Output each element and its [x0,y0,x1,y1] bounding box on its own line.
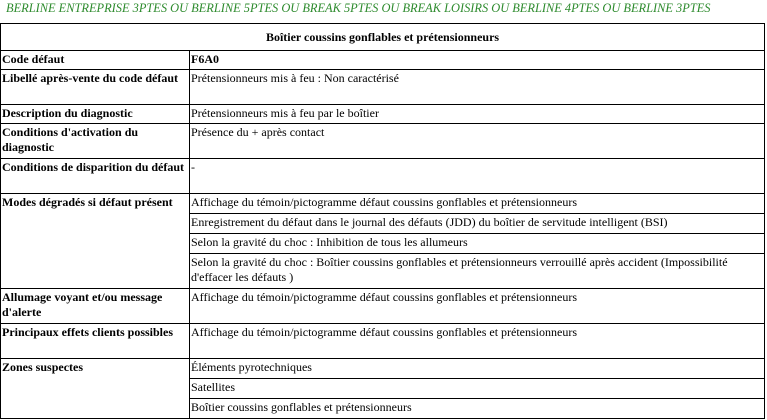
row-label-effets: Principaux effets clients possibles [1,324,190,359]
row-label-disparition: Conditions de disparition du défaut [1,159,190,194]
zones-value-2: Satellites [190,379,765,399]
effets-value: Affichage du témoin/pictogramme défaut coussins gonflables et prétensionneurs [190,324,765,359]
row-label-zones: Zones suspectes [1,359,190,419]
modes-value-2: Enregistrement du défaut dans le journal des défauts (JDD) du boîtier de servitude intelligent (BSI) [190,214,765,234]
table-row [1,70,765,105]
libelle-value: Prétensionneurs mis à feu : Non caractérisé [190,70,765,105]
description-value: Prétensionneurs mis à feu par le boîtier [190,105,765,124]
row-label-modes: Modes dégradés si défaut présent [1,194,190,289]
table-row [1,105,765,124]
row-label-description: Description du diagnostic [1,105,190,124]
zones-value-1: Éléments pyrotechniques [190,359,765,379]
table-row [1,194,765,214]
activation-value: Présence du + après contact [190,124,765,159]
row-label-code: Code défaut [1,51,190,70]
disparition-value: - [190,159,765,194]
row-label-libelle: Libellé après-vente du code défaut [1,70,190,105]
table-row [1,359,765,379]
fault-code-value: F6A0 [190,51,765,70]
modes-value-3: Selon la gravité du choc : Inhibition de tous les allumeurs [190,234,765,254]
modes-value-4: Selon la gravité du choc : Boîtier coussins gonflables et prétensionneurs verrouillé après accident (Impossibilité d'effacer les défauts ) [190,254,765,289]
table-row [1,124,765,159]
diagnostic-table [0,23,765,419]
row-label-allumage: Allumage voyant et/ou message d'alerte [1,289,190,324]
vehicle-variants-banner: BERLINE ENTREPRISE 3PTES OU BERLINE 5PTES OU BREAK 5PTES OU BREAK LOISIRS OU BERLINE 4PTES OU BERLINE 3PTES [6,1,711,15]
allumage-value: Affichage du témoin/pictogramme défaut coussins gonflables et prétensionneurs [190,289,765,324]
modes-value-1: Affichage du témoin/pictogramme défaut coussins gonflables et prétensionneurs [190,194,765,214]
table-row [1,51,765,70]
row-label-activation: Conditions d'activation du diagnostic [1,124,190,159]
zones-value-3: Boîtier coussins gonflables et prétensionneurs [190,399,765,419]
table-row [1,289,765,324]
table-title: Boîtier coussins gonflables et prétensionneurs [1,24,765,51]
table-row [1,324,765,359]
table-row [1,159,765,194]
